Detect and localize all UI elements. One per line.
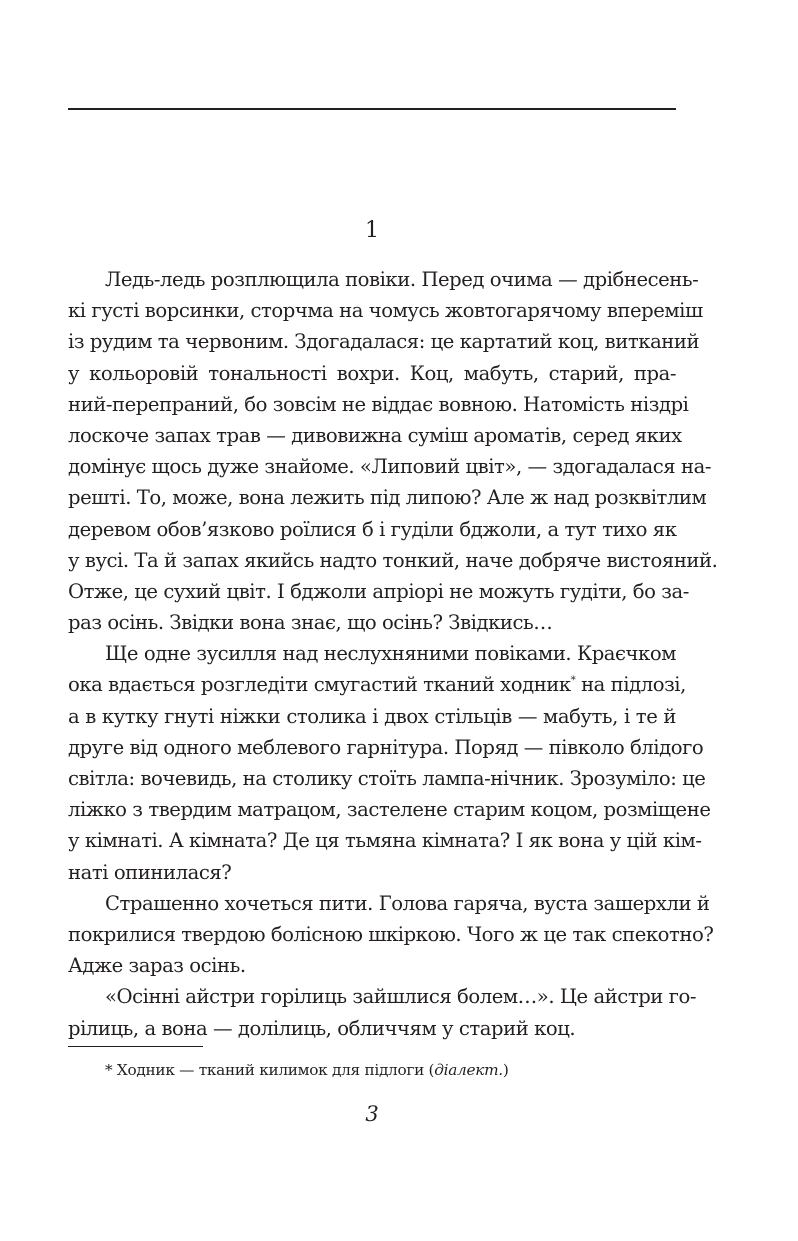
text-line: покрилися твердою болісною шкіркою. Чого ж це так спекотно? bbox=[68, 922, 714, 946]
footnote-marker[interactable]: * bbox=[570, 675, 576, 687]
text-fragment: ока вдається розгледіти смугастий тканий ходник bbox=[68, 673, 571, 697]
text-line: кі густі ворсинки, сторчма на чомусь жовтогарячому впереміш bbox=[68, 299, 703, 323]
footnote-italic: діалект. bbox=[434, 1061, 503, 1079]
footnote-marker-label: * bbox=[105, 1061, 113, 1079]
text-line: із рудим та червоним. Здогадалася: це картатий коц, витканий bbox=[68, 330, 700, 354]
footnote-rule bbox=[68, 1046, 203, 1047]
text-line: у кольоровій тональності вохри. Коц, мабуть, старий, пра- bbox=[68, 361, 676, 385]
text-line: ний-перепраний, бо зовсім не віддає вовною. Натомість ніздрі bbox=[68, 392, 689, 416]
text-line: домінує щось дуже знайоме. «Липовий цвіт», — здогадалася на- bbox=[68, 455, 711, 479]
text-line: у кімнаті. А кімната? Де ця тьмяна кімната? І як вона у цій кім- bbox=[68, 829, 702, 853]
page-number: 3 bbox=[365, 1102, 379, 1126]
body-text bbox=[68, 264, 718, 1044]
text-line: а в кутку гнуті ніжки столика і двох стільців — мабуть, і те й bbox=[68, 704, 676, 728]
text-line: «Осінні айстри горілиць зайшлися болем…». Це айстри го- bbox=[105, 985, 697, 1009]
text-line-with-footnote bbox=[68, 669, 686, 700]
text-line: Ледь-ледь розплющила повіки. Перед очима — дрібнесень- bbox=[105, 268, 699, 291]
text-line: Адже зараз осінь. bbox=[68, 954, 246, 978]
text-line: Ще одне зусилля над неслухняними повіками. Краєчком bbox=[105, 642, 676, 666]
text-line: наті опинилася? bbox=[68, 860, 232, 884]
text-line: світла: вочевидь, на столику стоїть лампа-нічник. Зрозуміло: це bbox=[68, 767, 706, 790]
text-line: у вусі. Та й запах якийсь надто тонкий, наче добряче вистояний. bbox=[68, 548, 718, 572]
text-line: рілиць, а вона — долілиць, обличчям у старий коц. bbox=[68, 1016, 576, 1040]
text-line: Страшенно хочеться пити. Голова гаряча, вуста зашерхли й bbox=[105, 891, 710, 915]
footnote-close: ) bbox=[502, 1061, 509, 1079]
text-line: лоскоче запах трав — дивовижна суміш ароматів, серед яких bbox=[68, 423, 682, 447]
footnote-text: Ходник — тканий килимок для підлоги ( bbox=[112, 1061, 435, 1079]
text-line: раз осінь. Звідки вона знає, що осінь? Звідкись… bbox=[68, 611, 553, 635]
chapter-number: 1 bbox=[365, 218, 379, 243]
text-line: деревом обов’язково роїлися б і гуділи бджоли, а тут тихо як bbox=[68, 517, 677, 541]
footnote bbox=[105, 1059, 509, 1081]
text-fragment: на підлозі, bbox=[581, 673, 686, 697]
text-line: решті. То, може, вона лежить під липою? Але ж над розквітлим bbox=[68, 486, 707, 510]
text-line: друге від одного меблевого гарнітура. Поряд — півколо блідого bbox=[68, 735, 704, 759]
text-line: ліжко з твердим матрацом, застелене старим коцом, розміщене bbox=[68, 798, 711, 822]
text-line: Отже, це сухий цвіт. І бджоли апріорі не можуть гудіти, бо за- bbox=[68, 579, 689, 603]
header-rule bbox=[68, 108, 676, 110]
